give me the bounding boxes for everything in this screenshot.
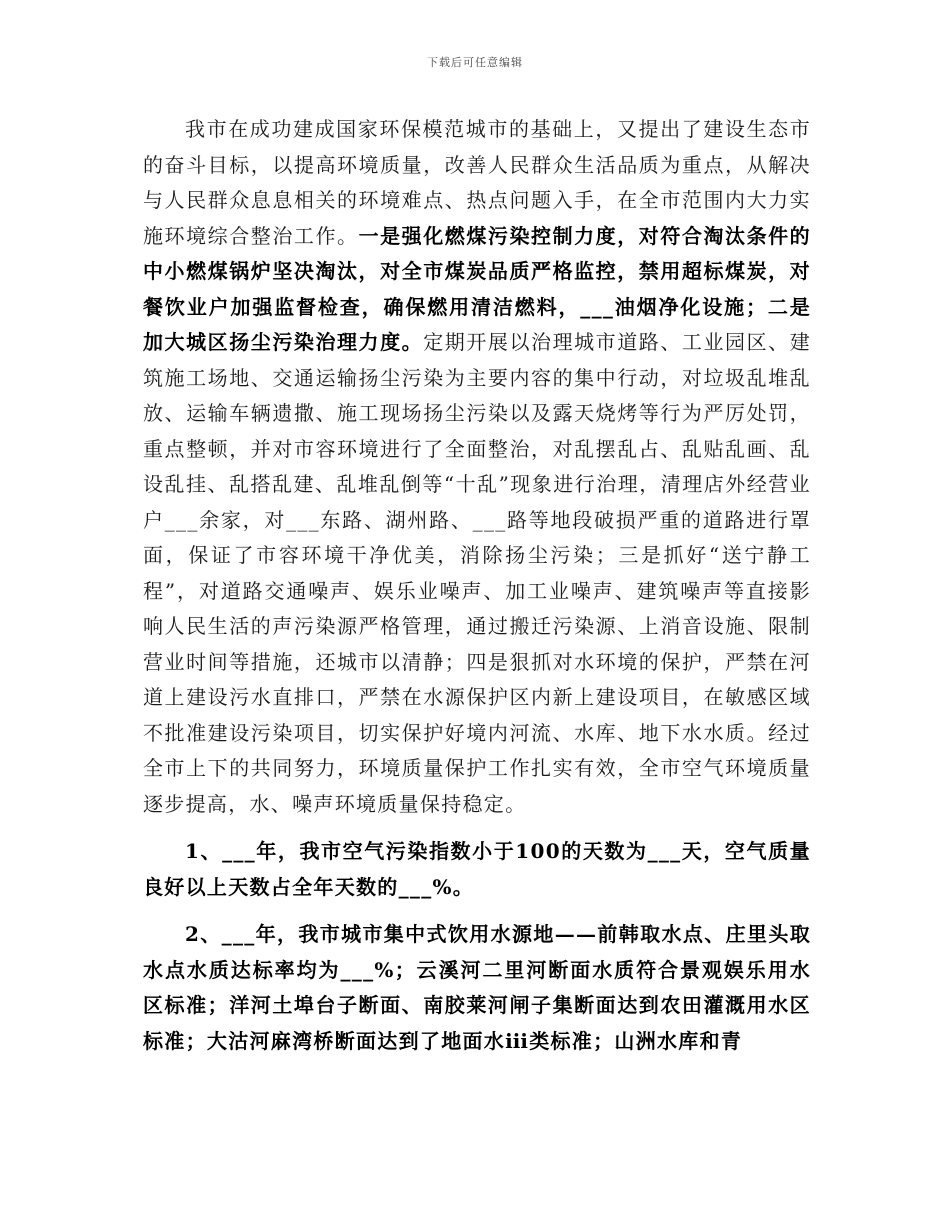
page-header: 下载后可任意编辑 [427,56,523,69]
list-item-1: 1、___年，我市空气污染指数小于100的天数为___天，空气质量良好以上天数占全年天数的___%。 [143,839,811,899]
document-body [143,112,811,1059]
list-item-2: 2、___年，我市城市集中式饮用水源地——前韩取水点、庄里头取水点水质达标率均为___%；云溪河二里河断面水质符合景观娱乐用水区标准；洋河土埠台子断面、南胶莱河闸子集断面达到农田灌溉用水区标准；大沽河麻湾桥断面达到了地面水ⅲ类标准；山洲水库和青 [143,922,811,1053]
intro-bold-text: 一是强化燃煤污染控制力度，对符合淘汰条件的中小燃煤锅炉坚决淘汰，对全市煤炭品质严格监控，禁用超标煤炭，对餐饮业户加强监督检查，确保燃用清洁燃料，___油烟净化设施；二是加大城区扬尘污染治理力度。 [143,223,811,354]
intro-text-continued: 定期开展以治理城市道路、工业园区、建筑施工场地、交通运输扬尘污染为主要内容的集中行动，对垃圾乱堆乱放、运输车辆遗撒、施工现场扬尘污染以及露天烧烤等行为严厉处罚，重点整顿，并对市容环境进行了全面整治，对乱摆乱占、乱贴乱画、乱设乱挂、乱搭乱建、乱堆乱倒等“十乱”现象进行治理，清理店外经营业户___余家，对___东路、湖州路、___路等地段破损严重的道路进行罩面，保证了市容环境干净优美，消除扬尘污染；三是抓好“送宁静工程”，对道路交通噪声、娱乐业噪声、加工业噪声、建筑噪声等直接影响人民生活的声污染源严格管理，通过搬迁污染源、上消音设施、限制营业时间等措施，还城市以清静；四是狠抓对水环境的保护，严禁在河道上建设污水直排口，严禁在水源保护区内新上建设项目，在敏感区域不批准建设污染项目，切实保护好境内河流、水库、地下水水质。经过全市上下的共同努力，环境质量保护工作扎实有效，全市空气环境质量逐步提高，水、噪声环境质量保持稳定。 [143,330,811,816]
intro-text: 我市在成功建成国家环保模范城市的基础上，又提出了建设生态市的奋斗目标，以提高环境质量，改善人民群众生活品质为重点，从解决与人民群众息息相关的环境难点、热点问题入手，在全市范围内大力实施环境综合整治工作。 [143,117,811,248]
intro-paragraph [143,112,811,822]
